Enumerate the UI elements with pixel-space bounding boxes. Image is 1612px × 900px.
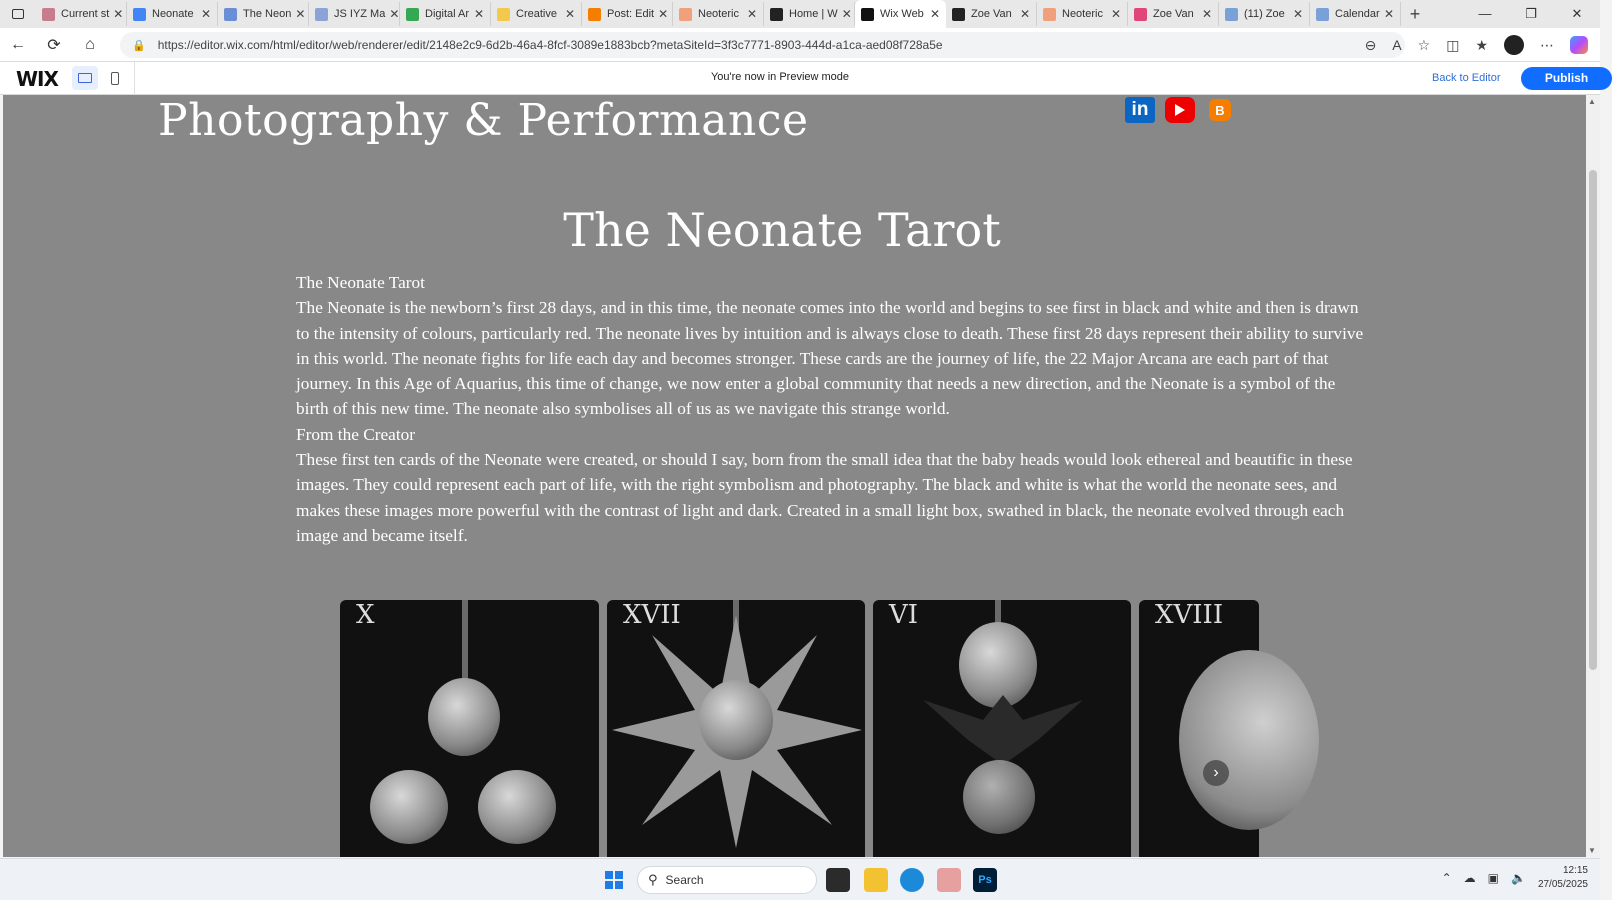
minimize-button[interactable]: — [1478, 6, 1492, 21]
tab-favicon-icon [133, 8, 146, 21]
card-numeral: X [356, 600, 375, 630]
file-explorer-icon[interactable] [864, 868, 888, 892]
tab-label: Neonate [152, 8, 194, 20]
search-icon: ⚲ [648, 872, 658, 887]
tab-close-icon[interactable]: ✕ [841, 7, 852, 21]
tab-close-icon[interactable]: ✕ [1383, 7, 1394, 21]
tab-list [36, 0, 1401, 28]
onedrive-icon[interactable]: ☁ [1463, 871, 1476, 885]
clock-date: 27/05/2025 [1537, 879, 1588, 890]
browser-tab[interactable] [946, 2, 1037, 26]
edge-icon[interactable] [900, 868, 924, 892]
tab-favicon-icon [42, 8, 55, 21]
task-view-icon[interactable] [826, 868, 850, 892]
intro-paragraph: The Neonate is the newborn’s first 28 days, and in this time, the neonate comes into the world and begins to see first in black and white and then is drawn to the intensity of colours, particularly red. The neonate lives by intuition and is always close to death. These first 28 days represent their ability to survive in this world. The neonate fights for life each day and becomes stronger. These cards are the journey of life, the 22 Major Arcana are each part of that journey. In this Age of Aquarius, this time of change, we now enter a global community that needs a new direction, and the Neonate is a symbol of the birth of this new time. The neonate also symbolises all of us as we navigate this strange world. [296, 298, 1364, 419]
leaf-shape [923, 695, 1083, 765]
app-icon[interactable] [937, 868, 961, 892]
page-scrollbar[interactable] [1586, 95, 1600, 857]
tab-close-icon[interactable]: ✕ [1201, 7, 1212, 21]
zoom-icon[interactable]: ⊖ [1364, 36, 1377, 53]
tab-label: (11) Zoe [1244, 8, 1285, 20]
browser-tab[interactable] [673, 2, 764, 26]
favorite-star-icon[interactable]: ☆ [1417, 36, 1431, 53]
tab-label: Post: Edit [607, 8, 655, 20]
creator-paragraph: These first ten cards of the Neonate were created, or should I say, born from the small idea that the baby heads would look ethereal and beautific in these images. They could represent each part of life, with the right symbolism and photography. The black and white is what the world the neonate sees, and makes these images more powerful with the contrast of light and dark. Created in a small light box, swathed in black, the neonate evolved through each image and became itself. [296, 450, 1353, 545]
tab-favicon-icon [315, 8, 328, 21]
tab-close-icon[interactable]: ✕ [929, 7, 940, 21]
photoshop-icon[interactable]: Ps [973, 868, 997, 892]
extensions-icon[interactable]: ◫ [1446, 36, 1460, 53]
tab-label: Home | W [789, 8, 838, 20]
tab-favicon-icon [406, 8, 419, 21]
tab-close-icon[interactable]: ✕ [473, 7, 484, 21]
tab-favicon-icon [224, 8, 237, 21]
subheading-from-creator: From the Creator [296, 424, 416, 444]
tab-favicon-icon [1134, 8, 1147, 21]
browser-tab[interactable] [764, 2, 855, 26]
tab-favicon-icon [861, 8, 874, 21]
url-text: https://editor.wix.com/html/editor/web/renderer/edit/2148e2c9-6d2b-46a4-8fcf-3089e1883bcb?metaSiteId=3f3c7771-8903-444d-a1ca-aed08f728a5e [157, 38, 943, 52]
favorites-icon[interactable]: ★ [1475, 36, 1488, 53]
taskbar-search-label: Search [665, 873, 704, 887]
close-window-button[interactable]: ✕ [1571, 6, 1583, 21]
tab-close-icon[interactable]: ✕ [746, 7, 757, 21]
clock-time: 12:15 [1562, 865, 1588, 876]
card-numeral: XVIII [1155, 600, 1224, 630]
site-preview [3, 95, 1586, 857]
scroll-up-icon[interactable]: ▲ [1588, 97, 1596, 106]
toolbar-icons [1365, 32, 1588, 58]
tab-close-icon[interactable]: ✕ [1292, 7, 1303, 21]
subheading-neonate-tarot: The Neonate Tarot [296, 273, 425, 292]
tab-favicon-icon [588, 8, 601, 21]
restore-button[interactable]: ❐ [1525, 6, 1537, 21]
tab-label: Creative [516, 8, 557, 20]
browser-tab[interactable] [1128, 2, 1219, 26]
tab-close-icon[interactable]: ✕ [658, 7, 669, 21]
windows-taskbar [0, 858, 1600, 900]
youtube-icon[interactable] [1165, 97, 1195, 123]
tab-favicon-icon [952, 8, 965, 21]
tab-label: Neoteric [698, 8, 739, 20]
system-tray [1442, 864, 1588, 892]
browser-tab[interactable] [127, 2, 218, 26]
taskbar-search[interactable] [637, 866, 817, 894]
page-heading: The Neonate Tarot [563, 203, 1001, 257]
browser-tab[interactable] [400, 2, 491, 26]
browser-tab-strip [0, 0, 1600, 28]
scroll-down-icon[interactable]: ▼ [1588, 846, 1596, 855]
tab-label: Wix Web [880, 8, 924, 20]
tab-close-icon[interactable]: ✕ [1019, 7, 1030, 21]
tab-close-icon[interactable]: ✕ [295, 7, 306, 21]
gallery-card[interactable] [1139, 600, 1259, 857]
refresh-button[interactable]: ⟳ [47, 36, 61, 54]
card-numeral: XVII [623, 600, 681, 630]
gallery-card[interactable] [340, 600, 599, 857]
tab-label: Neoteric [1062, 8, 1103, 20]
browser-tab[interactable] [855, 0, 946, 28]
browser-tab[interactable] [1037, 2, 1128, 26]
home-button[interactable]: ⌂ [85, 35, 95, 53]
blogger-icon[interactable]: B [1209, 99, 1231, 121]
publish-button[interactable]: Publish [1521, 67, 1612, 90]
tab-close-icon[interactable]: ✕ [1110, 7, 1121, 21]
copilot-icon[interactable] [1570, 36, 1588, 54]
browser-tab[interactable] [36, 2, 127, 26]
window-controls [1462, 0, 1600, 28]
preview-mode-message: You're now in Preview mode [710, 71, 850, 83]
new-tab-button[interactable]: + [1409, 3, 1421, 24]
start-button[interactable] [605, 871, 623, 889]
linkedin-icon[interactable]: in [1125, 97, 1155, 123]
card-gallery [340, 600, 1254, 857]
tray-chevron-icon[interactable]: ⌃ [1441, 871, 1452, 885]
scroll-thumb[interactable] [1589, 170, 1597, 670]
browser-tab[interactable] [1219, 2, 1310, 26]
more-options-icon[interactable]: ⋯ [1540, 36, 1554, 53]
tab-label: Zoe Van [971, 8, 1012, 20]
tab-favicon-icon [497, 8, 510, 21]
tab-actions-button[interactable] [0, 0, 36, 28]
wix-logo[interactable]: WIX [16, 67, 58, 91]
site-info-icon[interactable]: 🔒 [132, 39, 146, 52]
tab-label: Zoe Van [1153, 8, 1194, 20]
tab-favicon-icon [770, 8, 783, 21]
gallery-card[interactable] [607, 600, 865, 857]
card-numeral: VI [889, 600, 919, 630]
browser-tab[interactable] [1310, 2, 1401, 26]
back-to-editor-link[interactable]: Back to Editor [1432, 72, 1501, 84]
clock[interactable] [1538, 864, 1588, 892]
article-body [296, 270, 1371, 548]
site-title[interactable]: Photography & Performance [158, 95, 809, 146]
tab-label: Digital Ar [425, 8, 470, 20]
tab-label: The Neon [243, 8, 292, 20]
tab-label: JS IYZ Ma [334, 8, 386, 20]
profile-avatar[interactable] [1504, 35, 1524, 55]
read-aloud-icon[interactable]: A [1392, 37, 1402, 53]
back-button[interactable]: ← [10, 35, 26, 53]
url-field[interactable] [120, 32, 1405, 58]
tab-favicon-icon [1043, 8, 1056, 21]
tab-actions-icon [12, 9, 24, 19]
tab-favicon-icon [1225, 8, 1238, 21]
browser-tab[interactable] [309, 2, 400, 26]
tab-label: Calendar [1335, 8, 1380, 20]
tab-favicon-icon [679, 8, 692, 21]
tab-favicon-icon [1316, 8, 1329, 21]
browser-tab[interactable] [582, 2, 673, 26]
tab-close-icon[interactable]: ✕ [113, 7, 124, 21]
tab-close-icon[interactable]: ✕ [389, 7, 400, 21]
browser-tab[interactable] [491, 2, 582, 26]
gallery-next-button[interactable]: › [1203, 760, 1229, 786]
browser-tab[interactable] [218, 2, 309, 26]
tab-close-icon[interactable]: ✕ [200, 7, 211, 21]
social-bar [1125, 97, 1231, 123]
tab-close-icon[interactable]: ✕ [564, 7, 575, 21]
tab-label: Current st [61, 8, 110, 20]
gallery-card[interactable] [873, 600, 1131, 857]
address-bar [0, 28, 1600, 62]
wix-preview-bar [0, 62, 1600, 95]
volume-icon[interactable]: 🔈 [1510, 871, 1526, 885]
network-icon[interactable]: ▣ [1487, 871, 1499, 885]
